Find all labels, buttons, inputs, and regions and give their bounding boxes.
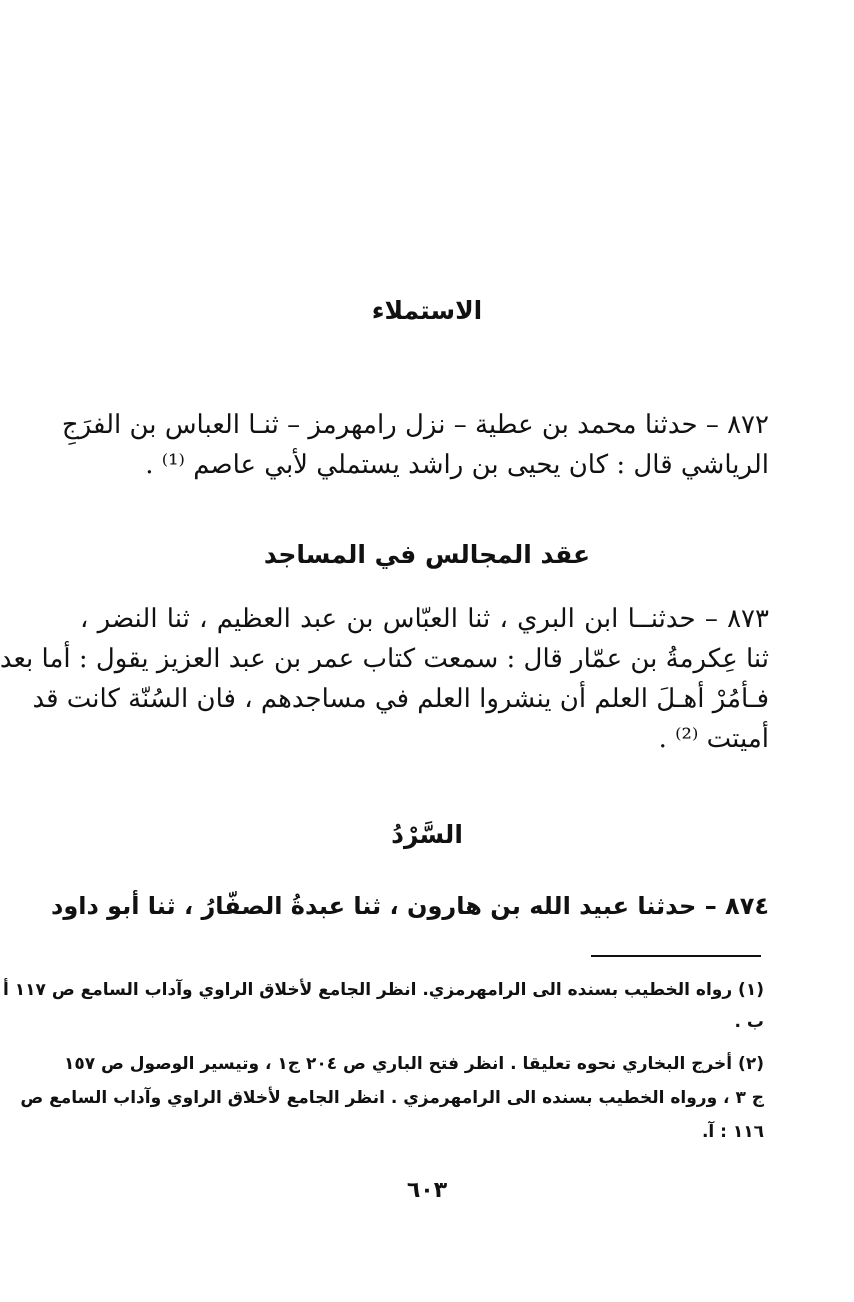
section-heading-sard: السَّرْدُ bbox=[391, 820, 463, 849]
hadith-873-line-2: ثنا عِكرمةُ بن عمّار قال : سمعت كتاب عمر بن عبد العزيز يقول : أما بعد bbox=[0, 644, 769, 674]
footnote-1-line-2: ب . bbox=[734, 1012, 764, 1032]
hadith-873-line-1: ٨٧٣ – حدثنــا ابن البري ، ثنا العبّاس بن عبد العظيم ، ثنا النضر ، bbox=[80, 604, 769, 634]
footnote-2-line-1: (٢) أخرج البخاري نحوه تعليقا . انظر فتح الباري ص ٢٠٤ ج١ ، وتيسير الوصول ص ١٥٧ bbox=[63, 1054, 764, 1074]
hadith-873-line-4: أميتت ⁽²⁾ . bbox=[658, 724, 769, 754]
page-number: ٦٠٣ bbox=[406, 1178, 448, 1203]
hadith-872-line-2: الرياشي قال : كان يحيى بن راشد يستملي لأبي عاصم ⁽¹⁾ . bbox=[145, 450, 769, 480]
hadith-872-line-1: ٨٧٢ – حدثنا محمد بن عطية – نزل رامهرمز – ثنـا العباس بن الفرَجِ bbox=[61, 410, 769, 440]
footnote-1-line-1: (١) رواه الخطيب بسنده الى الرامهرمزي. انظر الجامع لأخلاق الراوي وآداب السامع ص ١١٧ أ bbox=[3, 980, 764, 1000]
footnote-2-line-2: ج ٣ ، ورواه الخطيب بسنده الى الرامهرمزي . انظر الجامع لأخلاق الراوي وآداب السامع ص bbox=[20, 1088, 764, 1108]
hadith-874-line-1: ٨٧٤ – حدثنا عبيد الله بن هارون ، ثنا عبدةُ الصفّارُ ، ثنا أبو داود bbox=[51, 892, 769, 920]
section-heading-istimla: الاستملاء bbox=[371, 296, 483, 325]
footnote-separator bbox=[591, 955, 761, 957]
footnote-2-line-3: ١١٦ : آ. bbox=[701, 1122, 764, 1142]
section-heading-majalis: عقد المجالس في المساجد bbox=[263, 540, 591, 569]
hadith-873-line-3: فـأمُرْ أهـلَ العلم أن ينشروا العلم في مساجدهم ، فان السُنّة كانت قد bbox=[32, 684, 769, 714]
